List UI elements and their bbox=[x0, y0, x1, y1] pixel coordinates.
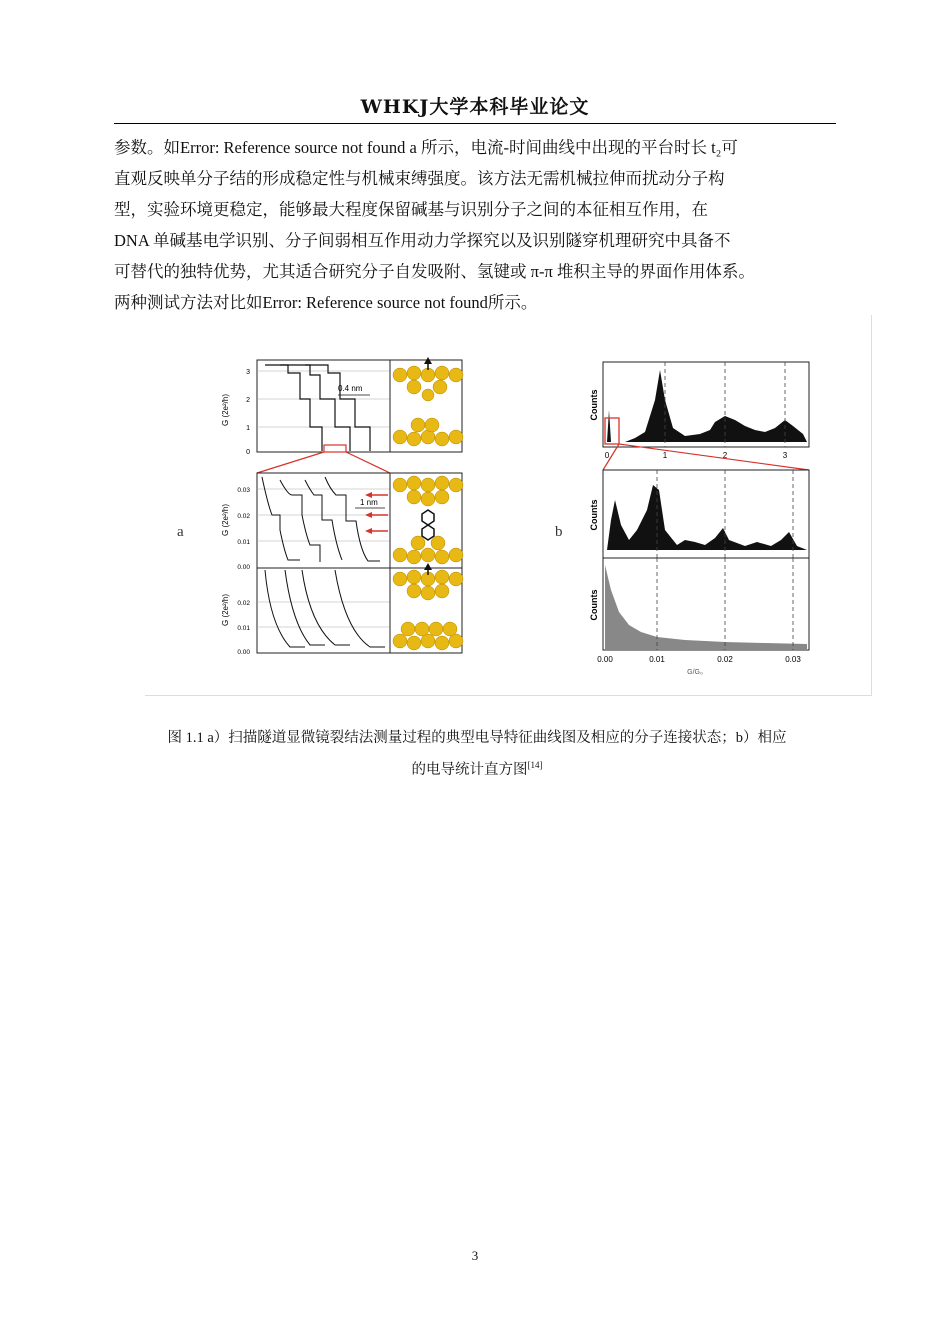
tick-label: 0 bbox=[604, 451, 610, 460]
tick-label: 0.01 bbox=[237, 539, 250, 546]
tick-label: 1 bbox=[246, 425, 250, 432]
body-line: DNA 单碱基电学识别、分子间弱相互作用动力学探究以及识别隧穿机理研究中具备不 bbox=[114, 231, 731, 250]
y-axis-label: G (2e²/h) bbox=[221, 593, 230, 627]
tick-label: 3 bbox=[246, 369, 250, 376]
panel-a-figure bbox=[210, 355, 470, 675]
page-number: 3 bbox=[471, 1248, 479, 1263]
tick-label: 0.02 bbox=[237, 600, 250, 607]
tick-label: 0.02 bbox=[717, 655, 733, 664]
panel-b-label: b bbox=[555, 524, 563, 540]
tick-label: 1 bbox=[662, 451, 668, 460]
body-paragraph bbox=[114, 132, 840, 318]
y-axis-label: Counts bbox=[589, 389, 599, 421]
citation-ref[interactable]: [14] bbox=[527, 760, 543, 770]
header-rule bbox=[114, 123, 836, 124]
tick-label: 2 bbox=[246, 397, 250, 404]
caption-line-2 bbox=[114, 752, 840, 784]
tick-label: 0 bbox=[246, 449, 250, 456]
panel-b-figure bbox=[585, 350, 825, 680]
y-axis-label: Counts bbox=[589, 589, 599, 621]
caption-line: 图 1.1 a）扫描隧道显微镜裂结法测量过程的典型电导特征曲线图及相应的分子连接状态；b）相应 bbox=[167, 730, 787, 746]
page-header: WHKJ大学本科毕业论文 bbox=[360, 96, 590, 118]
body-line: 直观反映单分子结的形成稳定性与机械束缚强度。该方法无需机械拉伸而扰动分子构 bbox=[114, 169, 725, 188]
y-axis-label: G (2e²/h) bbox=[221, 393, 230, 427]
panel-a-label: a bbox=[177, 524, 184, 540]
scale-label-mid: 1 nm bbox=[360, 498, 378, 507]
tick-label: 3 bbox=[782, 451, 788, 460]
tick-label: 0.01 bbox=[237, 625, 250, 632]
x-axis-label: G/G₀ bbox=[687, 669, 703, 676]
tick-label: 0.01 bbox=[649, 655, 665, 664]
body-line: 可替代的独特优势，尤其适合研究分子自发吸附、氢键或 π-π 堆积主导的界面作用体系。 bbox=[114, 262, 755, 281]
tick-label: 0.00 bbox=[237, 564, 250, 571]
caption-text: 的电导统计直方图 bbox=[411, 761, 528, 778]
tick-label: 0.03 bbox=[785, 655, 801, 664]
tick-label: 0.00 bbox=[237, 649, 250, 656]
tick-label: 0.00 bbox=[597, 655, 613, 664]
body-line: 参数。如Error: Reference source not found a 所示，电流-时间曲线中出现的平台时长 t₂可 bbox=[114, 138, 738, 157]
figure-caption bbox=[114, 725, 840, 784]
tick-label: 0.03 bbox=[237, 487, 250, 494]
tick-label: 2 bbox=[722, 451, 728, 460]
tick-label: 0.02 bbox=[237, 513, 250, 520]
y-axis-label: G (2e²/h) bbox=[221, 503, 230, 537]
body-line: 两种测试方法对比如Error: Reference source not found所示。 bbox=[114, 293, 538, 312]
scale-label-top: 0.4 nm bbox=[338, 384, 363, 393]
y-axis-label: Counts bbox=[589, 499, 599, 531]
body-line: 型，实验环境更稳定，能够最大程度保留碱基与识别分子之间的本征相互作用，在 bbox=[114, 200, 708, 219]
